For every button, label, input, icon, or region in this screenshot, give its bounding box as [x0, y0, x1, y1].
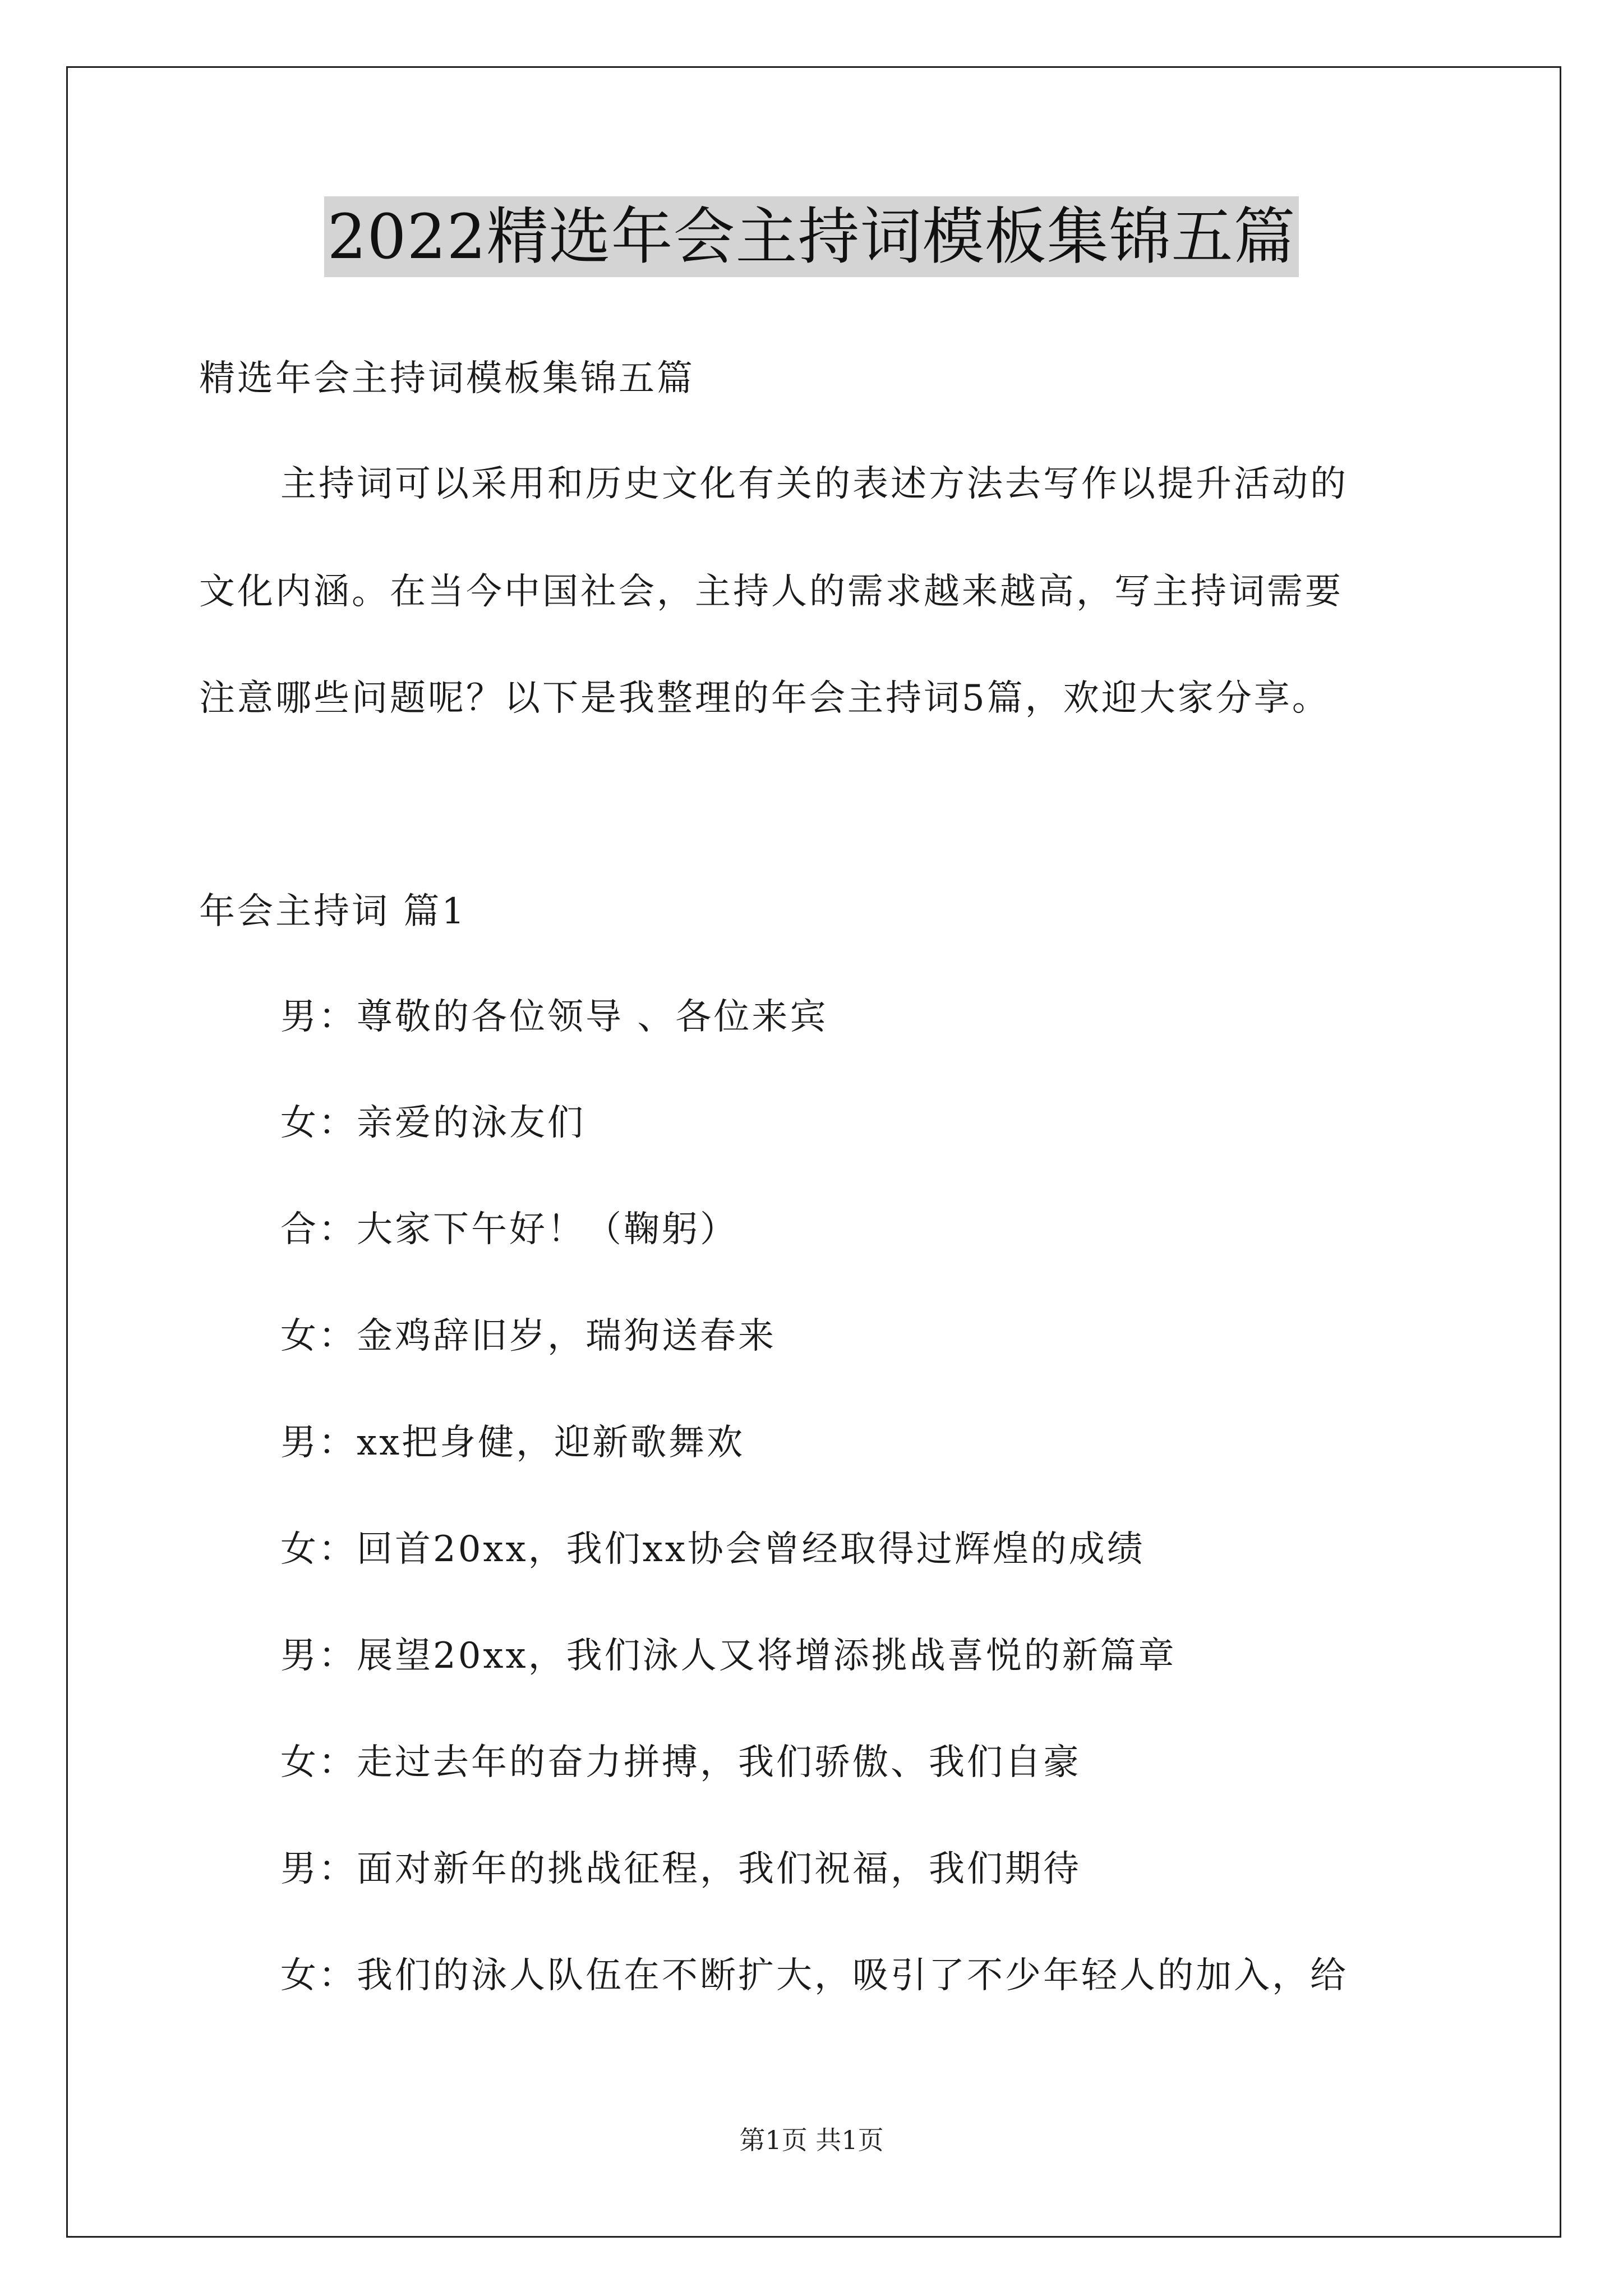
- dialogue-line-1: 男：尊敬的各位领导 、各位来宾: [280, 996, 828, 1038]
- dialogue-line-10: 女：我们的泳人队伍在不断扩大，吸引了不少年轻人的加入，给: [280, 1955, 1348, 1996]
- dialogue-line-5: 男：xx把身健，迎新歌舞欢: [280, 1422, 745, 1464]
- dialogue-line-4: 女：金鸡辞旧岁，瑞狗送春来: [280, 1315, 776, 1357]
- dialogue-line-7: 男：展望20xx，我们泳人又将增添挑战喜悦的新篇章: [280, 1635, 1177, 1677]
- dialogue-line-6: 女：回首20xx，我们xx协会曾经取得过辉煌的成绩: [280, 1529, 1145, 1570]
- intro-line-3: 注意哪些问题呢？以下是我整理的年会主持词5篇，欢迎大家分享。: [199, 678, 1330, 719]
- dialogue-line-3: 合：大家下午好！（鞠躬）: [280, 1209, 738, 1250]
- page-footer: 第1页 共1页: [739, 2125, 884, 2155]
- document-title: 2022精选年会主持词模板集锦五篇: [324, 196, 1299, 277]
- dialogue-line-2: 女：亲爱的泳友们: [280, 1102, 585, 1144]
- intro-line-2: 文化内涵。在当今中国社会，主持人的需求越来越高，写主持词需要: [199, 571, 1343, 613]
- dialogue-line-9: 男：面对新年的挑战征程，我们祝福，我们期待: [280, 1848, 1081, 1890]
- section-heading: 年会主持词 篇1: [199, 891, 467, 932]
- dialogue-line-8: 女：走过去年的奋力拼搏，我们骄傲、我们自豪: [280, 1742, 1081, 1783]
- intro-line-1: 主持词可以采用和历史文化有关的表述方法去写作以提升活动的: [280, 463, 1348, 505]
- document-subtitle: 精选年会主持词模板集锦五篇: [199, 358, 695, 399]
- title-container: [0, 196, 1623, 277]
